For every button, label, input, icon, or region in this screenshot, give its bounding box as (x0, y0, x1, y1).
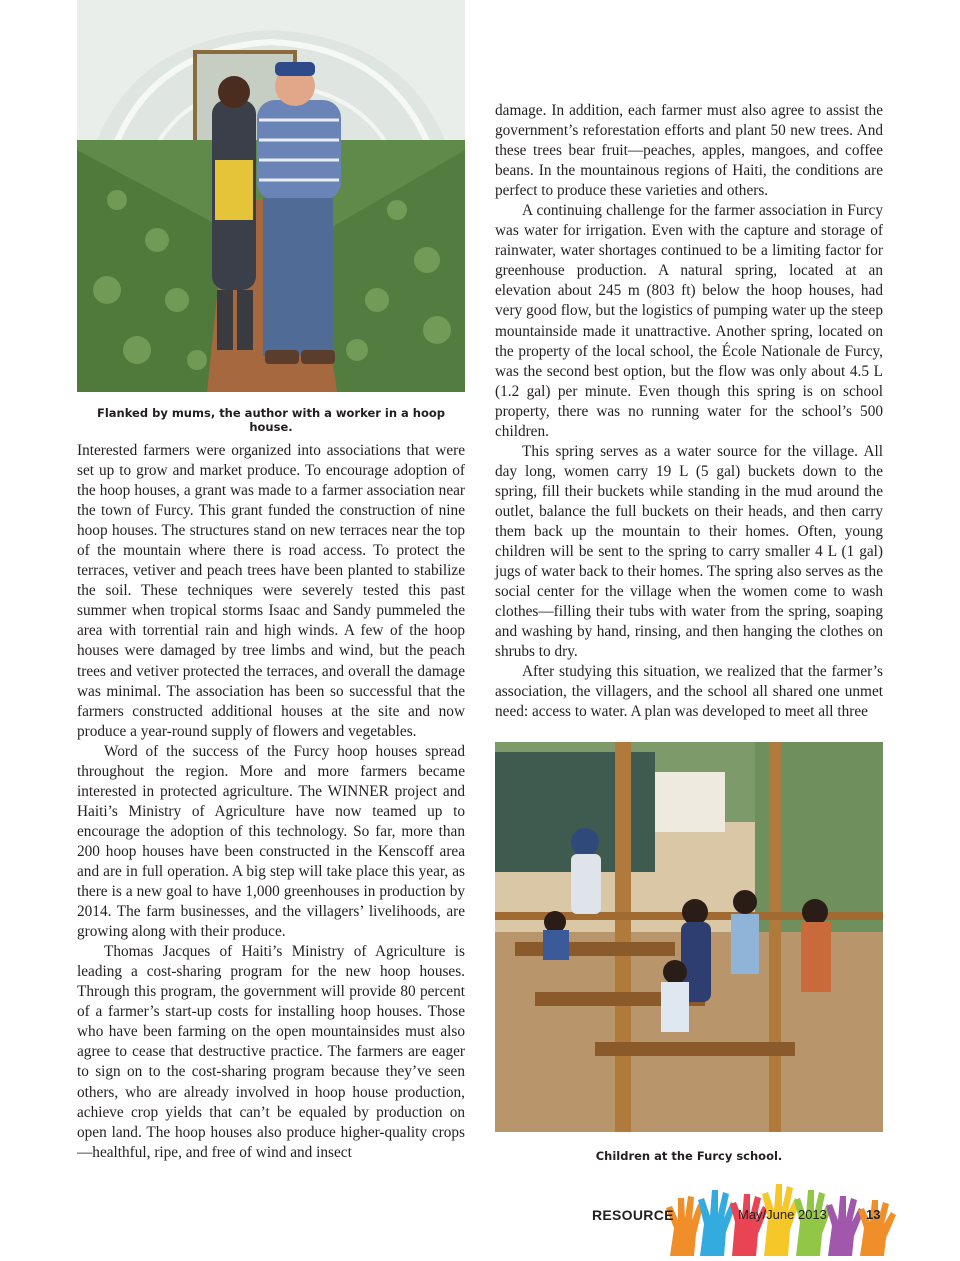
paragraph: This spring serves as a water source for the village. All day long, women carry 19 L (5 gal) buckets down to the spring, fill their buckets while standing in the mud around the outlet, balance the full buckets on their heads, and then carry them back up the mountain to their homes. Often, young children will be sent to the spring to carry smaller 4 L (1 gal) jugs of water back to their homes. The spring also serves as the social center for the village when the women come to wash clothes—filling their tubs with water from the spring, soaping and washing by hand, rinsing, and then hanging the clothes on shrubs to dry. (495, 442, 883, 661)
paragraph: Thomas Jacques of Haiti’s Ministry of Agriculture is leading a cost-sharing program for the new hoop houses. Through this program, the government will provide 80 percent of a farmer’s start-up costs for installing hoop houses. Those who have been farming on the open mountainsides must also agree to cease that destructive practice. The farmers are eager to sign on to the cost-sharing program because they’ve seen others, who are already involved in hoop house production, achieve crop yields that can’t be equaled by production on open land. The hoop houses also produce higher-quality crops—healthful, ripe, and free of wind and insect (77, 943, 465, 1161)
hoop-house-photo (77, 0, 465, 392)
paragraph: Word of the success of the Furcy hoop houses spread throughout the region. More and more farmers became interested in protected agriculture. The WINNER project and Haiti’s Ministry of Agriculture have now teamed up to encourage the adoption of this technology. So far, more than 200 hoop houses have been constructed in the Kenscoff area and are in full operation. A big step will take place this year, as there is a new goal to have 1,000 greenhouses in production by 2014. The farm businesses, and the villagers’ livelihoods, are growing along with their produce. (77, 742, 465, 941)
left-text-column (77, 441, 465, 1163)
paragraph: After studying this situation, we realized that the farmer’s association, the villagers, and the school all shared one unmet need: access to water. A plan was developed to meet all three (495, 663, 883, 721)
paragraph: Interested farmers were organized into associations that were set up to grow and market produce. To encourage adoption of the hoop houses, a grant was made to a farmer association near the town of Furcy. This grant funded the construction of nine hoop houses. The structures stand on new terraces near the top of the mountain where there is road access. To protect the terraces, vetiver and peach trees have been planted to stabilize the soil. These techniques were severely tested this past summer when tropical storms Isaac and Sandy pummeled the area with torrential rain and high winds. A few of the hoop houses were damaged by tree limbs and wind, but the peach trees and vetiver protected the terraces, and overall the damage was minimal. The association has been so successful that the farmers constructed additional houses at the site and now produce a year-round supply of flowers and vegetables. (77, 442, 465, 740)
paragraph: damage. In addition, each farmer must also agree to assist the government’s reforestation efforts and plant 50 new trees. And these trees bear fruit—peaches, apples, mangoes, and coffee beans. In the mountainous regions of Haiti, the conditions are perfect to produce these varieties and others. (495, 102, 883, 200)
footer-page-number: 13 (866, 1207, 881, 1222)
hoop-house-caption: Flanked by mums, the author with a worker in a hoop house. (96, 406, 446, 434)
footer-issue-date: May/June 2013 (738, 1207, 827, 1222)
footer-magazine-name: RESOURCE (592, 1207, 674, 1223)
school-caption: Children at the Furcy school. (595, 1149, 783, 1163)
paragraph: A continuing challenge for the farmer association in Furcy was water for irrigation. Even with the capture and storage of rainwater, water shortages continued to be a limiting factor for greenhouse production. A natural spring, located at an elevation about 245 m (803 ft) below the hoop houses, had very good flow, but the logistics of pumping water up the steep mountainside made it unattractive. Another spring, located on the property of the local school, the École Nationale de Furcy, was the second best option, but the flow was only about 4.5 L (1.2 gal) per minute. Even though this spring is on school property, there was no running water for the school’s 500 children. (495, 202, 883, 440)
right-text-column (495, 101, 883, 722)
school-photo (495, 742, 883, 1132)
